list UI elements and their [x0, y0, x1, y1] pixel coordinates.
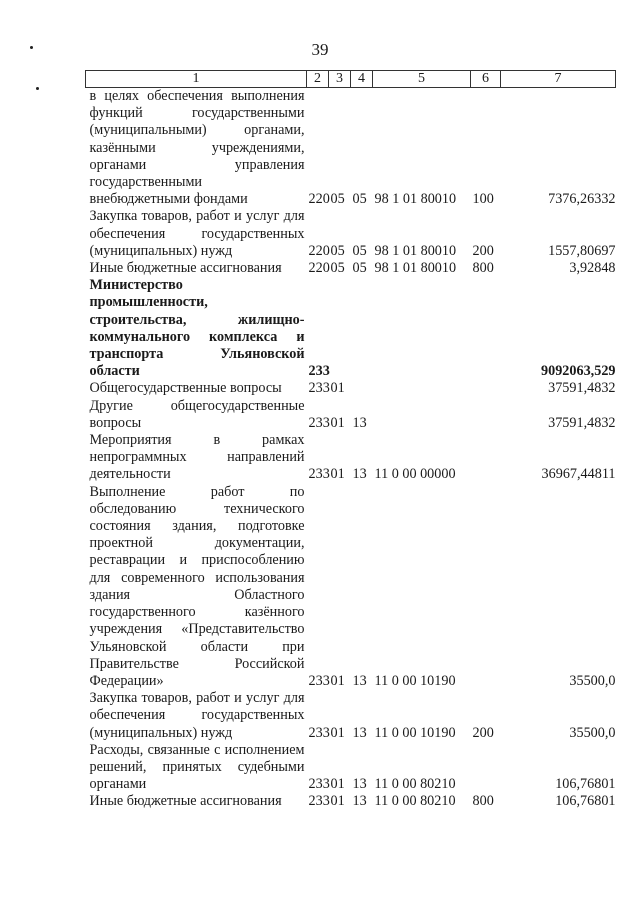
row-sum: 37591,4832 [548, 380, 616, 397]
row-rz: 01 [330, 380, 345, 397]
row-ved: 220 [308, 242, 330, 259]
row-csr: 11 0 00 10190 [374, 672, 456, 689]
row-ved: 233 [308, 672, 330, 689]
page-number: 39 [311, 40, 329, 59]
row-rz: 01 [330, 672, 345, 689]
row-pr: 05 [352, 191, 367, 208]
row-name: Общегосударственные вопросы [89, 380, 282, 397]
row-csr: 98 1 01 80010 [374, 260, 457, 277]
table-row [86, 88, 616, 209]
table-row [86, 260, 616, 277]
row-vr: 800 [472, 260, 494, 277]
row-rz: 01 [330, 414, 345, 431]
row-csr: 11 0 00 10190 [374, 724, 456, 741]
row-sum: 36967,44811 [541, 466, 616, 483]
header-cell: 4 [351, 71, 373, 88]
row-vr: 200 [472, 724, 494, 741]
row-name: в целях обеспечения выполнения функций государственными (муниципальными) органами, казёнными учреждениями, органами управления государственными внебюджетными фондами [89, 88, 305, 208]
row-vr [471, 277, 501, 380]
scan-mark [36, 87, 39, 90]
row-rz: 05 [330, 242, 345, 259]
row-rz: 01 [330, 724, 345, 741]
table-row [86, 398, 616, 432]
row-name: Закупка товаров, работ и услуг для обеспечения государственных (муниципальных) нужд [89, 208, 305, 259]
row-ved: 220 [308, 191, 330, 208]
row-sum: 3,92848 [569, 260, 616, 277]
row-pr [351, 277, 373, 380]
row-name: Мероприятия в рамках непрограммных направлений деятельности [89, 432, 305, 483]
row-csr: 11 0 00 00000 [374, 466, 456, 483]
table-header [86, 71, 616, 88]
row-ved: 220 [308, 260, 330, 277]
row-name: Иные бюджетные ассигнования [89, 793, 282, 810]
row-ved: 233 [308, 466, 330, 483]
row-rz: 01 [330, 793, 345, 810]
row-pr: 13 [352, 776, 367, 793]
row-sum: 106,76801 [555, 776, 616, 793]
row-csr: 98 1 01 80010 [374, 191, 457, 208]
table-body [86, 88, 616, 811]
budget-table [85, 70, 616, 811]
row-name: Другие общегосударственные вопросы [89, 397, 305, 431]
row-pr: 13 [352, 793, 367, 810]
row-vr [471, 742, 501, 794]
table-row [86, 432, 616, 484]
row-vr [471, 484, 501, 690]
row-vr [471, 432, 501, 484]
row-pr: 13 [352, 724, 367, 741]
row-name: Расходы, связанные с исполнением решений, принятых судебными органами [89, 741, 305, 793]
row-pr [351, 380, 373, 397]
header-cell: 6 [471, 71, 501, 88]
row-ved: 233 [308, 414, 330, 431]
header-cell: 7 [501, 71, 616, 88]
table-row [86, 380, 616, 397]
row-vr [471, 398, 501, 432]
table-row [86, 484, 616, 690]
table-row [86, 277, 616, 380]
row-vr: 200 [472, 242, 494, 259]
row-rz: 01 [330, 776, 345, 793]
header-cell: 5 [373, 71, 471, 88]
row-csr: 11 0 00 80210 [374, 793, 456, 810]
row-vr [471, 380, 501, 397]
row-csr: 98 1 01 80010 [374, 242, 457, 259]
row-pr: 05 [352, 260, 367, 277]
row-name: Министерство промышленности, строительства, жилищно-коммунального комплекса и транспорта Ульяновской области [89, 277, 305, 380]
header-cell: 3 [329, 71, 351, 88]
row-ved: 233 [308, 724, 330, 741]
row-csr [373, 398, 471, 432]
row-name: Иные бюджетные ассигнования [89, 260, 282, 277]
row-ved: 233 [308, 363, 330, 380]
row-sum: 35500,0 [569, 672, 616, 689]
row-pr: 13 [352, 672, 367, 689]
row-sum: 35500,0 [569, 724, 616, 741]
row-vr: 800 [472, 793, 494, 810]
row-name: Закупка товаров, работ и услуг для обеспечения государственных (муниципальных) нужд [89, 690, 305, 741]
table-row [86, 742, 616, 794]
row-rz [329, 277, 351, 380]
row-ved: 233 [308, 793, 330, 810]
row-rz: 01 [330, 466, 345, 483]
row-sum: 106,76801 [555, 793, 616, 810]
table-row [86, 793, 616, 810]
row-csr [373, 380, 471, 397]
row-sum: 1557,80697 [548, 242, 616, 259]
row-pr: 13 [352, 414, 367, 431]
row-pr: 05 [352, 242, 367, 259]
row-sum: 37591,4832 [548, 414, 616, 431]
row-csr: 11 0 00 80210 [374, 776, 456, 793]
scan-mark [30, 46, 33, 49]
row-name: Выполнение работ по обследованию технического состояния здания, подготовке проектной документации, реставрации и приспособлению для современного использования здания Областного государственного казённого учреждения «Представительство Ульяновской области при Правительстве Российской Федерации» [89, 483, 305, 689]
row-ved: 233 [308, 380, 330, 397]
row-pr: 13 [352, 466, 367, 483]
row-sum: 9092063,529 [541, 363, 616, 380]
header-cell: 2 [307, 71, 329, 88]
header-cell: 1 [86, 71, 307, 88]
table-row [86, 208, 616, 260]
row-rz: 05 [330, 191, 345, 208]
row-vr: 100 [472, 191, 494, 208]
row-ved: 233 [308, 776, 330, 793]
row-sum: 7376,26332 [548, 191, 616, 208]
row-csr [373, 277, 471, 380]
table-row [86, 690, 616, 742]
row-rz: 05 [330, 260, 345, 277]
